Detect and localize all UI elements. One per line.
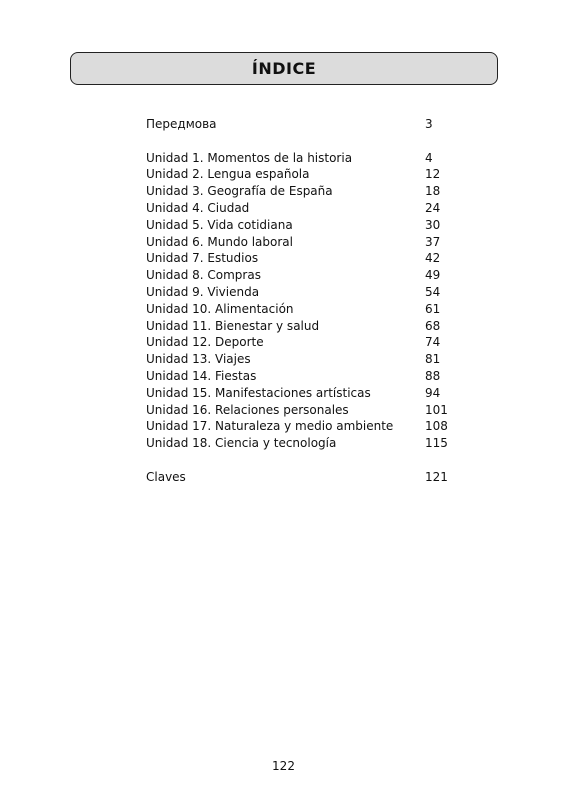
toc-entry-unit-11 <box>146 318 456 335</box>
toc-entry-preface <box>146 116 456 133</box>
toc-entry-unit-17 <box>146 418 456 435</box>
toc-entry-label: Claves <box>146 469 186 484</box>
toc-entry-label: Unidad 18. Ciencia y tecnología <box>146 436 337 451</box>
toc-entry-page: 12 <box>425 167 441 182</box>
toc-entry-label: Unidad 7. Estudios <box>146 251 259 266</box>
toc-entry-label: Unidad 10. Alimentación <box>146 301 294 316</box>
toc-entry-label: Unidad 6. Mundo laboral <box>146 234 293 249</box>
toc-entry-page: 42 <box>425 251 441 266</box>
page-title: ÍNDICE <box>251 59 317 78</box>
toc-entry-page: 115 <box>425 436 448 451</box>
toc-entry-label: Unidad 8. Compras <box>146 268 261 283</box>
table-of-contents <box>146 116 456 486</box>
toc-entry-unit-13 <box>146 351 456 368</box>
toc-entry-page: 49 <box>425 268 441 283</box>
toc-entry-page: 61 <box>425 301 441 316</box>
toc-entry-unit-5 <box>146 217 456 234</box>
toc-entry-unit-1 <box>146 150 456 167</box>
toc-entry-unit-18 <box>146 435 456 452</box>
toc-entry-label: Unidad 5. Vida cotidiana <box>146 217 293 232</box>
toc-entry-page: 4 <box>425 150 433 165</box>
toc-entry-label: Unidad 9. Vivienda <box>146 284 260 299</box>
toc-entry-unit-4 <box>146 200 456 217</box>
spacer <box>146 133 456 150</box>
toc-entry-page: 81 <box>425 352 441 367</box>
toc-entry-label: Unidad 13. Viajes <box>146 352 251 367</box>
toc-entry-label: Передмова <box>146 117 217 131</box>
toc-entry-label: Unidad 15. Manifestaciones artísticas <box>146 385 371 400</box>
toc-entry-label: Unidad 16. Relaciones personales <box>146 402 349 417</box>
toc-entry-unit-9 <box>146 284 456 301</box>
toc-entry-unit-6 <box>146 234 456 251</box>
toc-entry-page: 88 <box>425 368 441 383</box>
toc-entry-unit-8 <box>146 267 456 284</box>
toc-entry-page: 24 <box>425 200 441 215</box>
page-number: 122 <box>272 759 295 773</box>
toc-entry-page: 74 <box>425 335 441 350</box>
toc-entry-page: 3 <box>425 117 433 131</box>
toc-entry-unit-2 <box>146 166 456 183</box>
toc-entry-unit-10 <box>146 301 456 318</box>
toc-entry-page: 54 <box>425 284 441 299</box>
toc-entry-label: Unidad 12. Deporte <box>146 335 264 350</box>
toc-entry-label: Unidad 14. Fiestas <box>146 368 257 383</box>
toc-entry-keys <box>146 469 456 486</box>
toc-entry-unit-12 <box>146 334 456 351</box>
spacer <box>146 452 456 469</box>
toc-entry-label: Unidad 11. Bienestar y salud <box>146 318 320 333</box>
toc-entry-page: 121 <box>425 469 448 484</box>
toc-entry-page: 18 <box>425 184 441 199</box>
toc-entry-unit-16 <box>146 402 456 419</box>
toc-entry-page: 30 <box>425 217 441 232</box>
toc-entry-unit-15 <box>146 385 456 402</box>
toc-entry-unit-14 <box>146 368 456 385</box>
toc-entry-label: Unidad 2. Lengua española <box>146 167 310 182</box>
toc-entry-page: 94 <box>425 385 441 400</box>
toc-entry-unit-3 <box>146 183 456 200</box>
toc-entry-page: 101 <box>425 402 448 417</box>
toc-entry-page: 37 <box>425 234 441 249</box>
toc-entry-label: Unidad 17. Naturaleza y medio ambiente <box>146 419 394 434</box>
toc-entry-unit-7 <box>146 250 456 267</box>
units-list <box>146 150 456 452</box>
toc-entry-page: 108 <box>425 419 448 434</box>
toc-entry-label: Unidad 3. Geografía de España <box>146 184 333 199</box>
toc-entry-label: Unidad 1. Momentos de la historia <box>146 150 353 165</box>
toc-entry-page: 68 <box>425 318 441 333</box>
title-banner <box>70 52 498 85</box>
toc-entry-label: Unidad 4. Ciudad <box>146 200 250 215</box>
